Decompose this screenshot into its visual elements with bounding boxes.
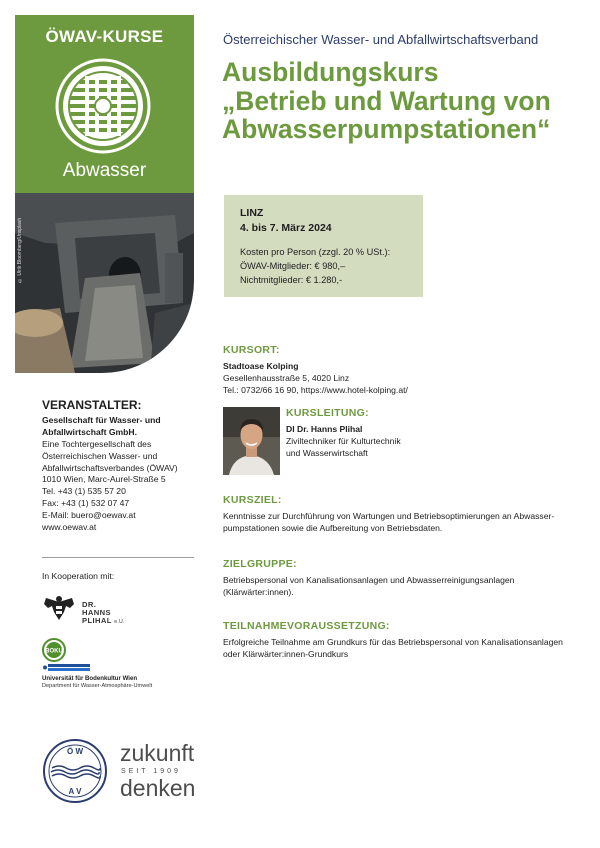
organizer-block bbox=[42, 400, 197, 534]
plihal-logo-line: HANNS bbox=[82, 608, 112, 617]
voraussetzung-text bbox=[223, 636, 575, 660]
svg-text:Ö W: Ö W bbox=[67, 747, 83, 756]
venue-name: Stadtoase Kolping bbox=[223, 361, 299, 371]
banner-title: ÖWAV-KURSE bbox=[45, 27, 164, 46]
course-city: LINZ bbox=[240, 207, 264, 219]
course-title-line: „Betrieb und Wartung von bbox=[222, 85, 551, 116]
zielgruppe-line: Betriebspersonal von Kanalisationsanlagen und Abwasserreinigungsanlagen bbox=[223, 575, 515, 585]
banner-subtitle: Abwasser bbox=[62, 160, 147, 181]
plihal-logo-line: DR. bbox=[82, 600, 97, 609]
course-date: 4. bis 7. März 2024 bbox=[240, 222, 332, 234]
organizer-email-link[interactable]: E-Mail: buero@oewav.at bbox=[42, 510, 136, 521]
slogan-denken: denken bbox=[120, 775, 196, 801]
kursziel-line: pumpstationen sowie die Aufbereitung von Betriebsdaten. bbox=[223, 523, 443, 533]
organizer-heading: VERANSTALTER: bbox=[42, 398, 142, 412]
member-price: ÖWAV-Mitglieder: € 980,– bbox=[240, 261, 346, 271]
instructor-portrait bbox=[223, 407, 280, 475]
organizer-address: 1010 Wien, Marc-Aurel-Straße 5 bbox=[42, 474, 166, 485]
organizer-desc-line: Abfallwirtschaftsverbandes (ÖWAV) bbox=[42, 462, 178, 473]
slogan-since: SEIT 1909 bbox=[121, 768, 181, 775]
course-info-box bbox=[224, 195, 423, 297]
plihal-logo-suffix: e.U. bbox=[114, 619, 125, 625]
voraussetzung-line: Erfolgreiche Teilnahme am Grundkurs für das Betriebspersonal von Kanalisationsanlagen bbox=[223, 637, 563, 647]
instructor-name: DI Dr. Hanns Plihal bbox=[286, 424, 363, 434]
zielgruppe-line: (Klärwärter:innen). bbox=[223, 587, 294, 597]
plihal-logo-line: PLIHAL bbox=[82, 616, 112, 625]
boku-department: Department für Wasser-Atmosphäre-Umwelt bbox=[42, 683, 153, 689]
pumping-station-photo bbox=[15, 193, 194, 373]
manhole-cover-icon bbox=[55, 58, 151, 154]
nonmember-price: Nichtmitglieder: € 1.280,- bbox=[240, 275, 343, 285]
oewav-seal-logo bbox=[42, 738, 108, 804]
portrait-illustration bbox=[223, 407, 280, 475]
zielgruppe-text bbox=[223, 574, 573, 598]
photo-illustration bbox=[15, 193, 194, 373]
instructor-role: Ziviltechniker für Kulturtechnik bbox=[286, 436, 401, 446]
organizer-name-line: Abfallwirtschaft GmbH. bbox=[42, 426, 138, 437]
association-name: Österreichischer Wasser- und Abfallwirtschaftsverband bbox=[223, 32, 539, 47]
instructor-role: und Wasserwirtschaft bbox=[286, 448, 368, 458]
voraussetzung-line: oder Klärwärter:innen-Grundkurs bbox=[223, 649, 349, 659]
kursleitung-heading: KURSLEITUNG: bbox=[286, 407, 369, 419]
divider bbox=[42, 557, 194, 558]
boku-logo-icon bbox=[42, 638, 66, 662]
kursort-details bbox=[223, 360, 408, 396]
voraussetzung-heading: TEILNAHMEVORAUSSETZUNG: bbox=[223, 620, 390, 632]
slogan-zukunft: zukunft bbox=[120, 740, 195, 766]
organizer-desc-line: Eine Tochtergesellschaft des bbox=[42, 438, 152, 449]
boku-name: Universität für Bodenkultur Wien bbox=[42, 675, 138, 682]
course-title-line: Ausbildungskurs bbox=[222, 57, 439, 87]
plihal-logo bbox=[82, 601, 125, 626]
course-title-line: Abwasserpumpstationen“ bbox=[222, 114, 551, 144]
organizer-phone: Tel. +43 (1) 535 57 20 bbox=[42, 486, 126, 497]
organizer-name-line: Gesellschaft für Wasser- und bbox=[42, 414, 161, 425]
zielgruppe-heading: ZIELGRUPPE: bbox=[223, 558, 297, 570]
venue-contact-link[interactable]: Tel.: 0732/66 16 90, https://www.hotel-kolping.at/ bbox=[223, 385, 408, 395]
organizer-website-link[interactable]: www.oewav.at bbox=[42, 522, 97, 533]
organizer-desc-line: Österreichischen Wasser- und bbox=[42, 450, 158, 461]
kursziel-heading: KURSZIEL: bbox=[223, 494, 282, 506]
organizer-name bbox=[42, 415, 197, 439]
svg-text:BOKU: BOKU bbox=[45, 648, 63, 655]
cooperation-label: In Kooperation mit: bbox=[42, 571, 115, 581]
svg-text:A V: A V bbox=[68, 787, 82, 796]
organizer-fax: Fax: +43 (1) 532 07 47 bbox=[42, 498, 130, 509]
kursleitung-details bbox=[286, 423, 401, 459]
course-title bbox=[222, 58, 592, 144]
cost-label: Kosten pro Person (zzgl. 20 % USt.): bbox=[240, 247, 391, 257]
photo-credit: © Ulrik Bloomberg/Unsplash bbox=[17, 217, 23, 283]
course-costs bbox=[240, 245, 390, 287]
course-banner bbox=[15, 15, 194, 193]
kursziel-line: Kenntnisse zur Durchführung von Wartungen und Betriebsoptimierungen an Abwasser- bbox=[223, 511, 555, 521]
boku-color-bar bbox=[42, 664, 90, 672]
eagle-coat-of-arms-icon bbox=[42, 594, 76, 624]
kursort-heading: KURSORT: bbox=[223, 344, 280, 356]
kursziel-text bbox=[223, 510, 573, 534]
venue-address: Gesellenhausstraße 5, 4020 Linz bbox=[223, 373, 350, 383]
